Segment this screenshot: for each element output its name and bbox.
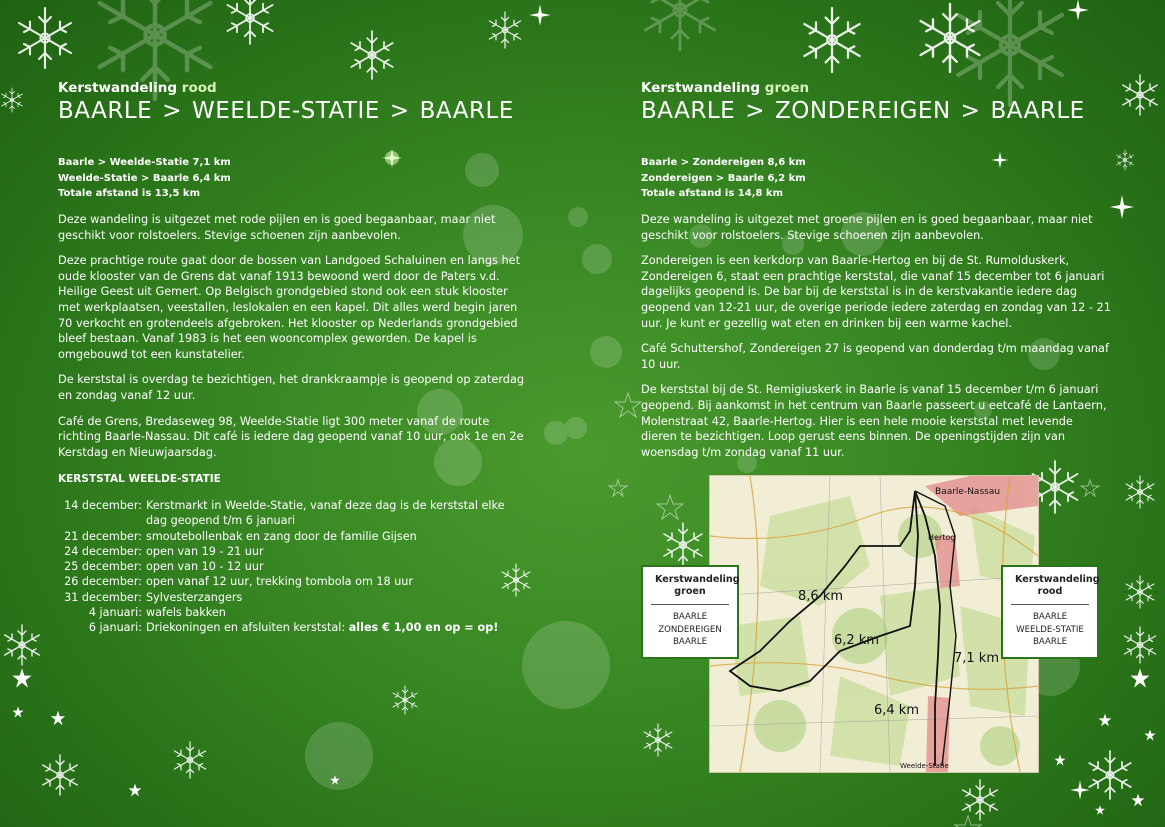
paragraph: Zondereigen is een kerkdorp van Baarle-Hertog en bij de St. Rumolduskerk, Zondereigen 6, staat een prachtige kerststal, die vanaf 15 december tot 6 januari dagelijks geopend is. De bar bij de kerststal is in de kerstvakantie iedere dag geopend van 12-21 uur, de overige periode iedere zaterdag en zondag van 12 - 21 uur. Je kunt er gezellig wat eten en drinken bij een warme kachel. <box>641 254 1111 330</box>
map-label-71: 7,1 km <box>954 651 999 666</box>
schedule-text <box>146 620 528 635</box>
schedule-date: 25 december: <box>64 560 142 574</box>
legend-title: Kerstwandeling groen <box>651 567 729 605</box>
schedule-date: 21 december: <box>64 529 142 543</box>
schedule-date: 24 december: <box>64 544 142 558</box>
route-end: BAARLE <box>419 98 514 124</box>
paragraph: Café Schuttershof, Zondereigen 27 is geopend van donderdag t/m maandag vanaf 10 uur. <box>641 342 1109 371</box>
body-text <box>58 212 528 470</box>
schedule-text: smoutebollenbak en zang door de familie Gijsen <box>146 529 417 543</box>
schedule-row <box>58 498 528 529</box>
schedule-row <box>58 590 528 605</box>
kicker-label: Kerstwandeling <box>58 80 178 96</box>
distance-list <box>641 155 806 202</box>
route-mid: WEELDE-STATIE <box>192 98 380 124</box>
distance-list <box>58 155 231 202</box>
map-label-baarle-nassau: Baarle-Nassau <box>935 487 1001 497</box>
route-separator: > <box>960 98 981 124</box>
route-title <box>641 98 1111 124</box>
legend-lines <box>1003 605 1097 657</box>
route-start: BAARLE <box>58 98 153 124</box>
legend-line: BAARLE <box>672 637 708 647</box>
schedule-text-main: Driekoningen en afsluiten kerststal: <box>146 621 349 635</box>
legend-line: BAARLE <box>672 612 708 622</box>
distance-line: Zondereigen > Baarle 6,2 km <box>641 172 806 184</box>
walk-kicker-red <box>58 80 217 96</box>
legend-lines <box>643 605 737 657</box>
legend-line: BAARLE <box>1032 612 1068 622</box>
map-label-86: 8,6 km <box>798 589 843 604</box>
paragraph: De kerststal is overdag te bezichtigen, het drankkraampje is geopend op zaterdag en zondag vanaf 12 uur. <box>58 373 525 402</box>
schedule-row <box>58 544 528 559</box>
route-mid: ZONDEREIGEN <box>775 98 951 124</box>
schedule-date: 26 december: <box>64 575 142 589</box>
schedule-text: Kerstmarkt in Weelde-Statie, vanaf deze dag is de kerststal elke dag geopend t/m 6 januari <box>146 499 505 528</box>
distance-line: Baarle > Weelde-Statie 7,1 km <box>58 157 231 168</box>
kicker-label: Kerstwandeling <box>641 80 761 96</box>
map-label-64: 6,4 km <box>874 703 919 718</box>
kicker-color: rood <box>181 80 217 96</box>
distance-total: Totale afstand is 14,8 km <box>641 188 784 199</box>
legend-title: Kerstwandeling rood <box>1011 567 1089 605</box>
schedule-date: 6 januari: <box>88 621 142 635</box>
schedule-date: 14 december: <box>64 499 142 512</box>
schedule-text: wafels bakken <box>146 606 226 620</box>
kicker-color: groen <box>764 80 810 96</box>
legend-line: WEELDE-STATIE <box>1016 624 1084 635</box>
schedule-row <box>58 529 528 544</box>
route-separator: > <box>389 98 410 124</box>
route-start: BAARLE <box>641 98 736 124</box>
walk-kicker-green <box>641 80 809 96</box>
schedule-date: 31 december: <box>64 590 142 604</box>
route-map <box>709 475 1039 773</box>
distance-line: Baarle > Zondereigen 8,6 km <box>641 157 806 168</box>
paragraph: Deze wandeling is uitgezet met groene pijlen en is goed begaanbaar, maar niet geschikt voor rolstoelers. Stevige schoenen zijn aanbevolen. <box>641 213 1093 242</box>
legend-red <box>1001 565 1099 659</box>
distance-total: Totale afstand is 13,5 km <box>58 188 201 199</box>
schedule-row <box>58 574 528 589</box>
route-separator: > <box>745 98 765 124</box>
map-label-62: 6,2 km <box>834 633 879 648</box>
legend-line: BAARLE <box>1032 637 1068 647</box>
schedule-text: Sylvesterzangers <box>146 590 243 604</box>
schedule-date: 4 januari: <box>88 606 142 620</box>
schedule-text: open van 10 - 12 uur <box>146 560 264 574</box>
left-page <box>58 0 528 827</box>
map-drawing <box>710 476 1038 772</box>
paragraph: Deze wandeling is uitgezet met rode pijlen en is goed begaanbaar, maar niet geschikt voor rolstoelers. Stevige schoenen zijn aanbevolen. <box>58 213 496 242</box>
schedule-text: open vanaf 12 uur, trekking tombola om 18 uur <box>146 575 413 589</box>
schedule-row <box>58 605 528 620</box>
paragraph: De kerststal bij de St. Remigiuskerk in Baarle is vanaf 15 december t/m 6 januari geopend. Bij aankomst in het centrum van Baarle passeert u eetcafé de Lantaern, Molenstraat 42, Baarle-Hertog. Hier is een hele mooie kerststal met levende dieren te bezichtigen. Loop gerust eens binnen. De openingstijden zijn van woensdag t/m zondag vanaf 11 uur. <box>641 383 1107 459</box>
schedule-row <box>58 620 528 635</box>
legend-green <box>641 565 739 659</box>
legend-line: ZONDEREIGEN <box>658 624 722 635</box>
schedule-row <box>58 559 528 574</box>
schedule-title: KERSTSTAL WEELDE-STATIE <box>58 473 221 485</box>
route-title <box>58 98 528 124</box>
map-label-weelde: Weelde-Statie <box>900 762 949 770</box>
distance-line: Weelde-Statie > Baarle 6,4 km <box>58 172 231 184</box>
schedule <box>58 498 528 636</box>
body-text <box>641 212 1111 470</box>
map-label-hertog: Hertog <box>928 533 956 542</box>
paragraph: Deze prachtige route gaat door de bossen van Landgoed Schaluinen en langs het oude klooster van de Grens dat vanaf 1913 bewoond werd door de Paters v.d. Heilige Geest uit Gemert. Op Belgisch grondgebied stond ook een stuk klooster met werkplaatsen, veestallen, leslokalen en een kapel. Dit alles werd begin jaren 70 verkocht en grotendeels afgebroken. Het klooster op Nederlands grondgebied bleef bestaan. Vanaf 1983 is het een wooncomplex geworden. De kapel is omgebouwd tot een kunstatelier. <box>58 254 521 361</box>
route-separator: > <box>162 98 182 124</box>
price-note: alles € 1,00 en op = op! <box>348 621 499 635</box>
schedule-text: open van 19 - 21 uur <box>146 544 264 558</box>
route-end: BAARLE <box>990 98 1085 124</box>
paragraph: Café de Grens, Bredaseweg 98, Weelde-Statie ligt 300 meter vanaf de route richting Baarle-Nassau. Dit café is iedere dag geopend vanaf 10 uur, ook 1e en 2e Kerstdag en Nieuwjaarsdag. <box>58 414 524 459</box>
